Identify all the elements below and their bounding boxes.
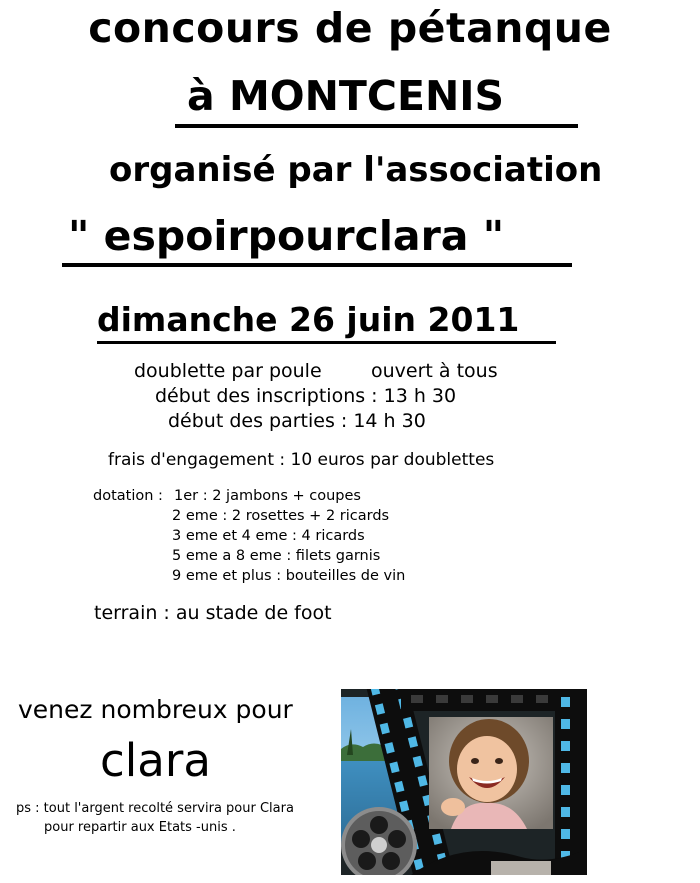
dotation-item: 9 eme et plus : bouteilles de vin [172,568,406,584]
title-concours: concours de pétanque [88,4,612,52]
dotation-label: dotation : [93,488,163,504]
parties-time: début des parties : 14 h 30 [168,410,426,432]
underline-location [175,124,578,128]
ps-note-line1: ps : tout l'argent recolté servira pour Clara [16,801,294,816]
film-strip-photo [341,689,587,875]
open-to-all-text: ouvert à tous [371,360,498,382]
title-location: à MONTCENIS [187,72,505,120]
ps-note-line2: pour repartir aux Etats -unis . [44,820,236,835]
dotation-item: 2 eme : 2 rosettes + 2 ricards [172,508,390,524]
venez-text: venez nombreux pour [18,695,293,724]
inscriptions-time: début des inscriptions : 13 h 30 [155,385,457,407]
entry-fee: frais d'engagement : 10 euros par doublettes [108,450,495,470]
underline-association [62,263,572,267]
title-organiser: organisé par l'association [109,150,603,190]
underline-date [97,341,556,344]
clara-text: clara [100,734,211,787]
terrain-text: terrain : au stade de foot [94,602,332,624]
event-date: dimanche 26 juin 2011 [97,300,520,339]
dotation-item: 5 eme a 8 eme : filets garnis [172,548,381,564]
dotation-item: 3 eme et 4 eme : 4 ricards [172,528,365,544]
format-text: doublette par poule [134,360,322,382]
title-association: " espoirpourclara " [68,212,505,260]
dotation-item: 1er : 2 jambons + coupes [174,488,361,504]
film-strip-illustration [341,689,587,875]
